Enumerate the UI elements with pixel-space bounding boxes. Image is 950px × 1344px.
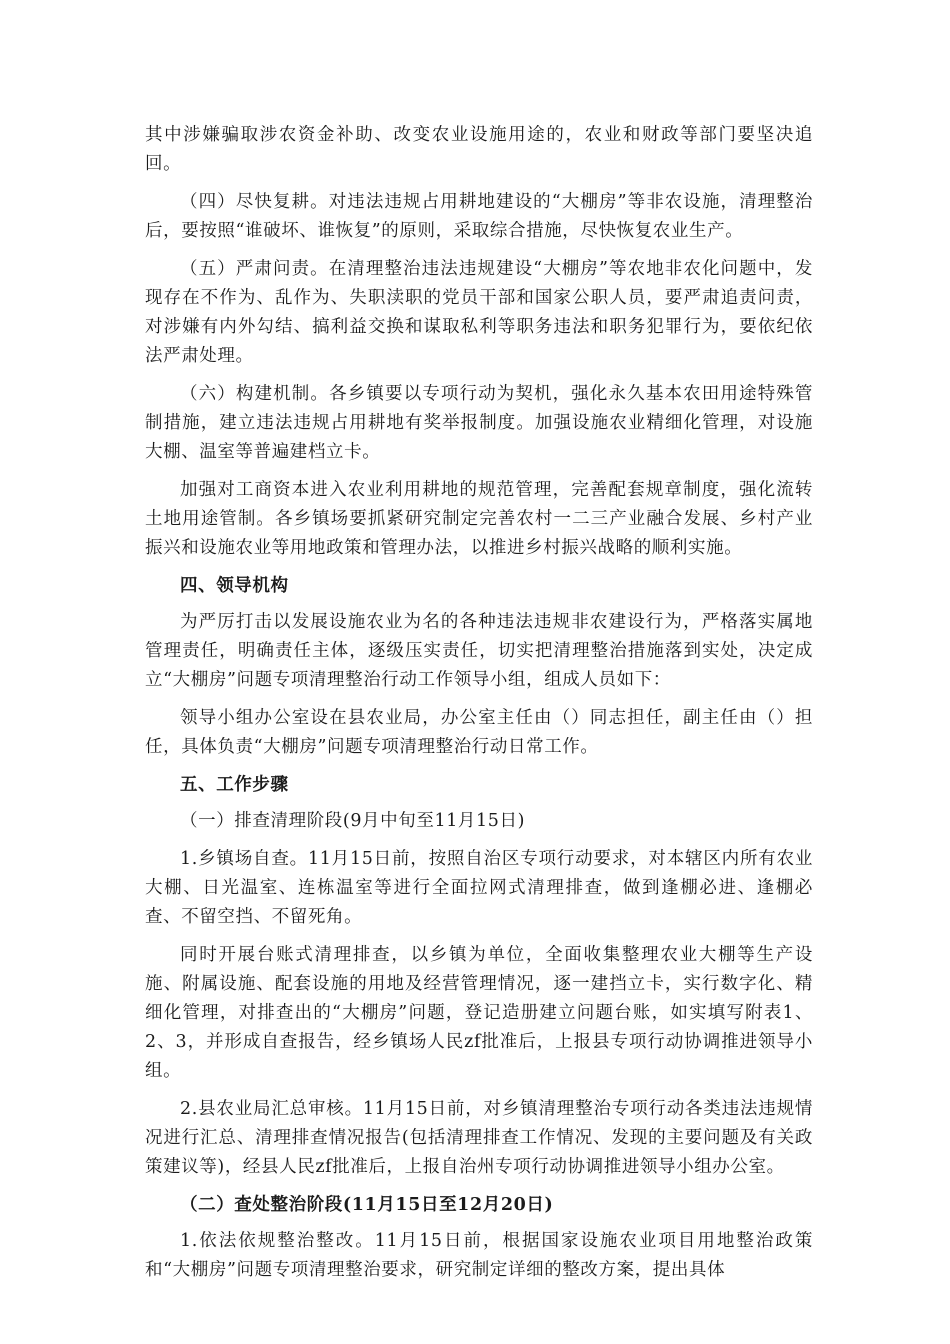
section-heading-leadership: 四、领导机构 — [180, 576, 289, 596]
paragraph-recovery-clause: 其中涉嫌骗取涉农资金补助、改变农业设施用途的，农业和财政等部门要坚决追回。 — [145, 125, 813, 174]
paragraph-rectification: 1.依法依规整治整改。11月15日前，根据国家设施农业项目用地整治政策和“大棚房”问题专项清理整治要求，研究制定详细的整改方案，提出具体 — [145, 1231, 813, 1280]
subheading-investigation-stage: （一）排查清理阶段(9月中旬至11月15日) — [180, 811, 526, 831]
paragraph-county-review: 2.县农业局汇总审核。11月15日前，对乡镇清理整治专项行动各类违法违规情况进行汇总、清理排查情况报告(包括清理排查工作情况、发现的主要问题及有关政策建议等)，经县人民zf批准后，上报自治州专项行动协调推进领导小组办公室。 — [145, 1099, 813, 1177]
paragraph-leadership-office: 领导小组办公室设在县农业局，办公室主任由（）同志担任，副主任由（）担任，具体负责“大棚房”问题专项清理整治行动日常工作。 — [145, 708, 813, 757]
paragraph-capital-management: 加强对工商资本进入农业利用耕地的规范管理，完善配套规章制度，强化流转土地用途管制。各乡镇场要抓紧研究制定完善农村一二三产业融合发展、乡村产业振兴和设施农业等用地政策和管理办法，以推进乡村振兴战略的顺利实施。 — [145, 480, 813, 558]
paragraph-accountability: （五）严肃问责。在清理整治违法违规建设“大棚房”等农地非农化问题中，发现存在不作为、乱作为、失职渎职的党员干部和国家公职人员，要严肃追责问责，对涉嫌有内外勾结、搞利益交换和谋取私利等职务违法和职务犯罪行为，要依纪依法严肃处理。 — [145, 259, 813, 366]
paragraph-build-mechanism: （六）构建机制。各乡镇要以专项行动为契机，强化永久基本农田用途特殊管制措施，建立违法违规占用耕地有奖举报制度。加强设施农业精细化管理，对设施大棚、温室等普遍建档立卡。 — [145, 384, 813, 462]
section-heading-work-steps: 五、工作步骤 — [180, 775, 289, 795]
subheading-rectification-stage: （二）查处整治阶段(11月15日至12月20日) — [180, 1195, 554, 1215]
paragraph-self-inspection: 1.乡镇场自查。11月15日前，按照自治区专项行动要求，对本辖区内所有农业大棚、日光温室、连栋温室等进行全面拉网式清理排查，做到逢棚必进、逢棚必查、不留空挡、不留死角。 — [145, 849, 813, 927]
paragraph-leadership-purpose: 为严厉打击以发展设施农业为名的各种违法违规非农建设行为，严格落实属地管理责任，明确责任主体，逐级压实责任，切实把清理整治措施落到实处，决定成立“大棚房”问题专项清理整治行动工作领导小组，组成人员如下： — [145, 612, 813, 690]
paragraph-ledger-inspection: 同时开展台账式清理排查，以乡镇为单位，全面收集整理农业大棚等生产设施、附属设施、配套设施的用地及经营管理情况，逐一建挡立卡，实行数字化、精细化管理，对排查出的“大棚房”问题，登记造册建立问题台账，如实填写附表1、2、3，并形成自查报告，经乡镇场人民zf批准后，上报县专项行动协调推进领导小组。 — [145, 945, 813, 1081]
document-page — [145, 121, 813, 1294]
paragraph-restore-farmland: （四）尽快复耕。对违法违规占用耕地建设的“大棚房”等非农设施，清理整治后，要按照“谁破坏、谁恢复”的原则，采取综合措施，尽快恢复农业生产。 — [145, 192, 813, 241]
